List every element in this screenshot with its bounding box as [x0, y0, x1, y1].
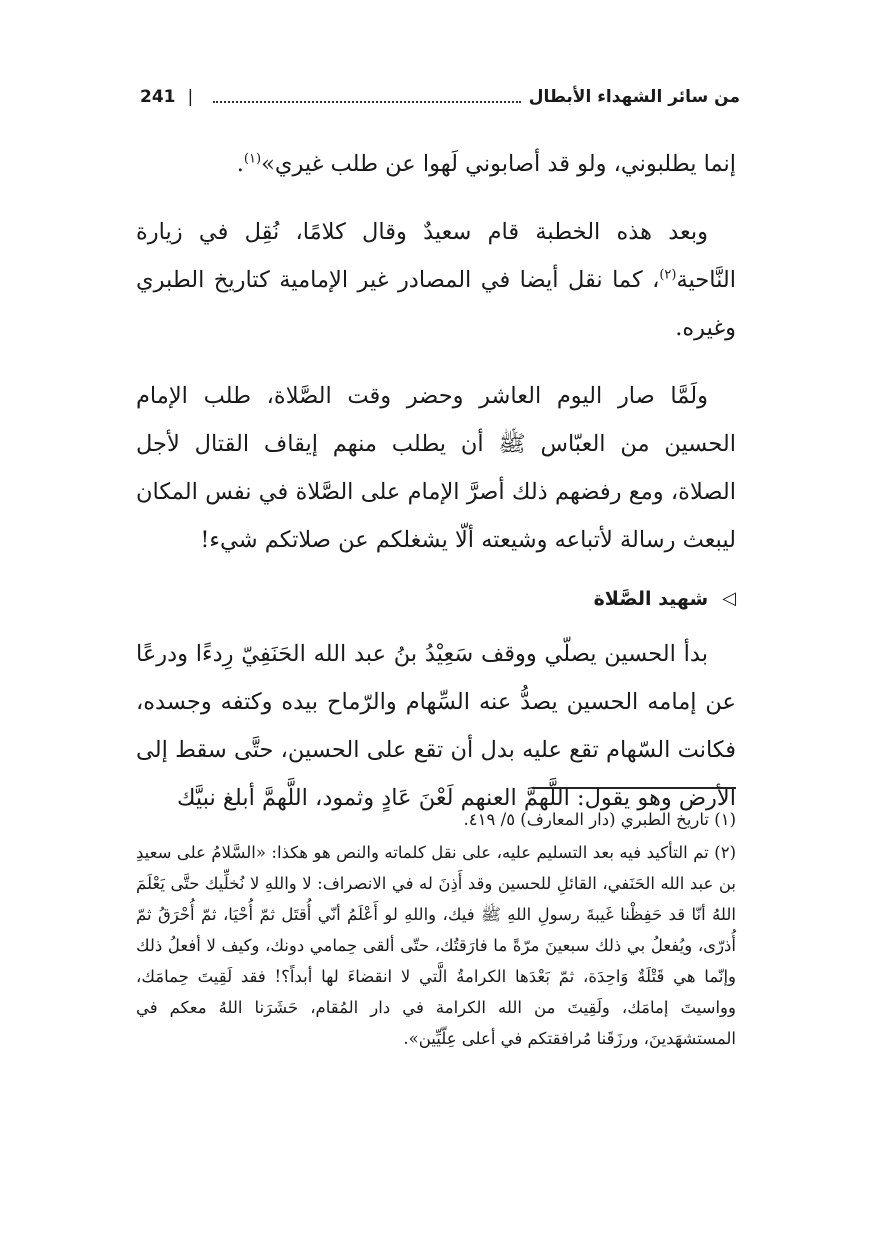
section-heading-text: شهيد الصَّلاة	[593, 588, 709, 610]
section-heading	[136, 582, 736, 616]
footnote-1: (١) تاريخ الطبري (دار المعارف) ٥/ ٤١٩.	[463, 810, 736, 829]
footnote-ref-1: (١)	[243, 151, 262, 167]
chapter-title: من سائر الشهداء الأبطال	[528, 87, 740, 107]
paragraph-1-text: إنما يطلبوني، ولو قد أصابوني لَهوا عن طلب غيري»	[261, 151, 736, 177]
paragraph-2	[136, 208, 736, 352]
footnote-ref-2: (٢)	[659, 267, 677, 283]
page-number: 241	[140, 87, 176, 107]
paragraph-2-text: وبعد هذه الخطبة قام سعيدٌ وقال كلامًا، نُقِل في زيارة النَّاحية	[136, 219, 736, 293]
footnote-separator	[532, 787, 736, 789]
triangle-marker-icon: ◁	[722, 588, 736, 609]
footnote-2: (٢) تم التأكيد فيه بعد التسليم عليه، على نقل كلماته والنص هو هكذا: «السَّلامُ على سعيدِ بن عبد الله الحَنَفي، القائلِ للحسين وقد أَذِنَ له في الانصراف: لا واللهِ لا نُخلِّيك حتَّى يَعْلَمَ اللهُ أنّا قد حَفِظْنا غَيبةَ رسولِ اللهِ ﷺ فيك، واللهِ لو أَعْلَمُ أنّي أُقتَل ثمّ أُحْيَا، ثمّ أُحْرَقُ ثمّ أُذرّى، ويُفعلُ بي ذلك سبعينَ مرّةً ما فارَقتُك، حتّى ألقى حِمامي دونك، وكيف لا أفعلُ ذلك وإنّما هي قَتْلَةٌ وَاحِدَة، ثمّ بَعْدَها الكرامةُ الَّتي لا انقضاءَ لها أبداً؟! فقد لَقِيتَ حِمامَك، وواسيتَ إمامَك، ولَقِيتَ من الله الكرامة في دار المُقام، حَشَرَنا اللهُ معكم في المستشهَدينَ، ورزَقَنا مُرافقتكم في أعلى عِلّيِّين».	[136, 843, 736, 1048]
paragraph-2-end: ، كما نقل أيضا في المصادر غير الإمامية كتاريخ الطبري وغيره.	[136, 267, 736, 341]
footnotes	[136, 804, 736, 1056]
running-header	[140, 80, 740, 114]
paragraph-4: بدأ الحسين يصلّي ووقف سَعِيْدُ بنُ عبد الله الحَنَفِيّ رِدءًا ودرعًا عن إمامه الحسين يصدُّ عنه السِّهام والرّماح بيده وكتفه وجسده، فكانت السّهام تقع عليه بدل أن تقع على الحسين، حتَّى سقط إلى الأرض وهو يقول: اللَّهمَّ العنهم لَعْنَ عَادٍ وثمود، اللَّهمَّ أبلغ نبيَّك	[136, 641, 736, 811]
leader-dots	[213, 101, 520, 103]
paragraph-3: ولَمَّا صار اليوم العاشر وحضر وقت الصَّلاة، طلب الإمام الحسين من العبّاس ﷺ أن يطلب منهم إيقاف القتال لأجل الصلاة، ومع رفضهم ذلك أصرَّ الإمام على الصَّلاة في نفس المكان ليبعث رسالة لأتباعه وشيعته ألّا يشغلكم عن صلاتكم شيء!	[136, 383, 736, 553]
header-separator: |	[187, 87, 194, 107]
paragraph-1-end: .	[236, 151, 244, 177]
main-text	[136, 140, 736, 822]
paragraph-1	[136, 140, 736, 188]
